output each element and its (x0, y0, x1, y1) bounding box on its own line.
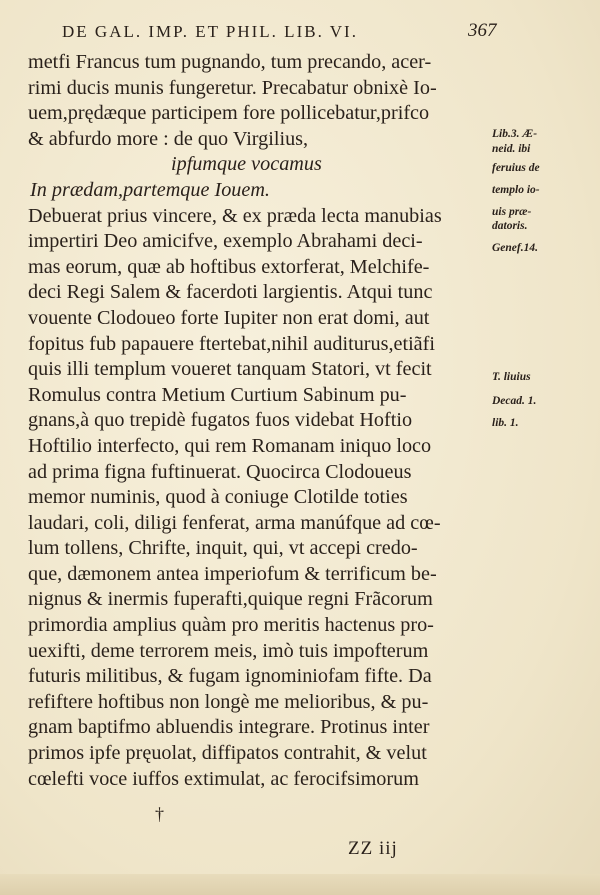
margin-note: Genef.14. (492, 242, 538, 254)
text-line: primos ipfe pręuolat, diffipatos contrahit, & velut (28, 742, 427, 765)
signature-catchword: ZZ iij (348, 838, 398, 859)
text-line: ad prima figna fuftinuerat. Quocirca Clodoueus (28, 460, 412, 483)
body-text (28, 50, 490, 792)
text-line: Debuerat prius vincere, & ex præda lecta manubias (28, 204, 442, 227)
margin-note: Lib.3. Æ- (492, 128, 538, 140)
text-line: memor numinis, quod à coniuge Clotilde toties (28, 486, 408, 509)
text-line: uexifti, deme terrorem meis, imò tuis impofterum (28, 639, 429, 662)
margin-note: uis præ- (492, 206, 532, 218)
margin-note: templo io- (492, 184, 540, 196)
text-line: futuris militibus, & fugam ignominiofam fifte. Da (28, 665, 432, 688)
text-line: & abfurdo more : de quo Virgilius, (28, 127, 309, 150)
margin-note: neid. ibi (492, 143, 531, 155)
text-line: gnans,à quo trepidè fugatos fuos videbat Hoftio (28, 409, 413, 432)
text-line: Hoftilio interfecto, qui rem Romanam iniquo loco (28, 434, 432, 457)
text-line: laudari, coli, diligi fenferat, arma manúfque ad cœ- (28, 511, 441, 534)
page-number: 367 (468, 20, 497, 41)
text-line: lum tollens, Chrifte, inquit, qui, vt accepi credo- (28, 537, 418, 560)
margin-note: Decad. 1. (492, 395, 537, 407)
text-line: quis illi templum voueret tanquam Statori, vt fecit (28, 358, 432, 381)
margin-note: datoris. (492, 220, 528, 232)
text-line: primordia amplius quàm pro meritis hactenus pro- (28, 614, 434, 637)
page-bottom-edge (0, 874, 600, 895)
text-line: rimi ducis munis fungeretur. Precabatur obnixè Io- (28, 76, 437, 99)
text-line: fopitus fub papauere ftertebat,nihil auditurus,etiãfi (28, 332, 435, 355)
text-line: uem,prędæque participem fore pollicebatur,prifco (28, 102, 430, 125)
text-line: metfi Francus tum pugnando, tum precando, acer- (28, 51, 432, 73)
running-head: DE GAL. IMP. ET PHIL. LIB. VI. (62, 22, 358, 41)
text-line: refiftere hoftibus non longè me melioribus, & pu- (28, 690, 429, 713)
margin-note: feruius de (492, 162, 540, 174)
text-line: vouente Clodoueo forte Iupiter non erat domi, aut (28, 306, 430, 329)
text-line: mas eorum, quæ ab hoftibus extorferat, Melchife- (28, 255, 430, 278)
text-line: Romulus contra Metium Curtium Sabinum pu- (28, 383, 407, 406)
margin-note: T. liuius (492, 371, 531, 383)
verse-quote-line: In prædam,partemque Iouem. (30, 178, 270, 201)
text-line: deci Regi Salem & facerdoti largientis. Atqui tunc (28, 281, 433, 304)
text-line: que, dæmonem antea imperiofum & terrificum be- (28, 562, 437, 585)
text-line: impertiri Deo amicifve, exemplo Abrahami deci- (28, 230, 423, 253)
signature-mark: † (155, 804, 164, 824)
margin-note: lib. 1. (492, 417, 519, 429)
text-line: cœlefti voce iuffos extimulat, ac ferocifsimorum (28, 767, 419, 790)
text-line: gnam baptifmo abluendis integrare. Protinus inter (28, 716, 430, 739)
verse-quote-line: ipfumque vocamus (171, 153, 322, 176)
text-line: nignus & inermis fuperafti,quique regni Frãcorum (28, 588, 433, 611)
